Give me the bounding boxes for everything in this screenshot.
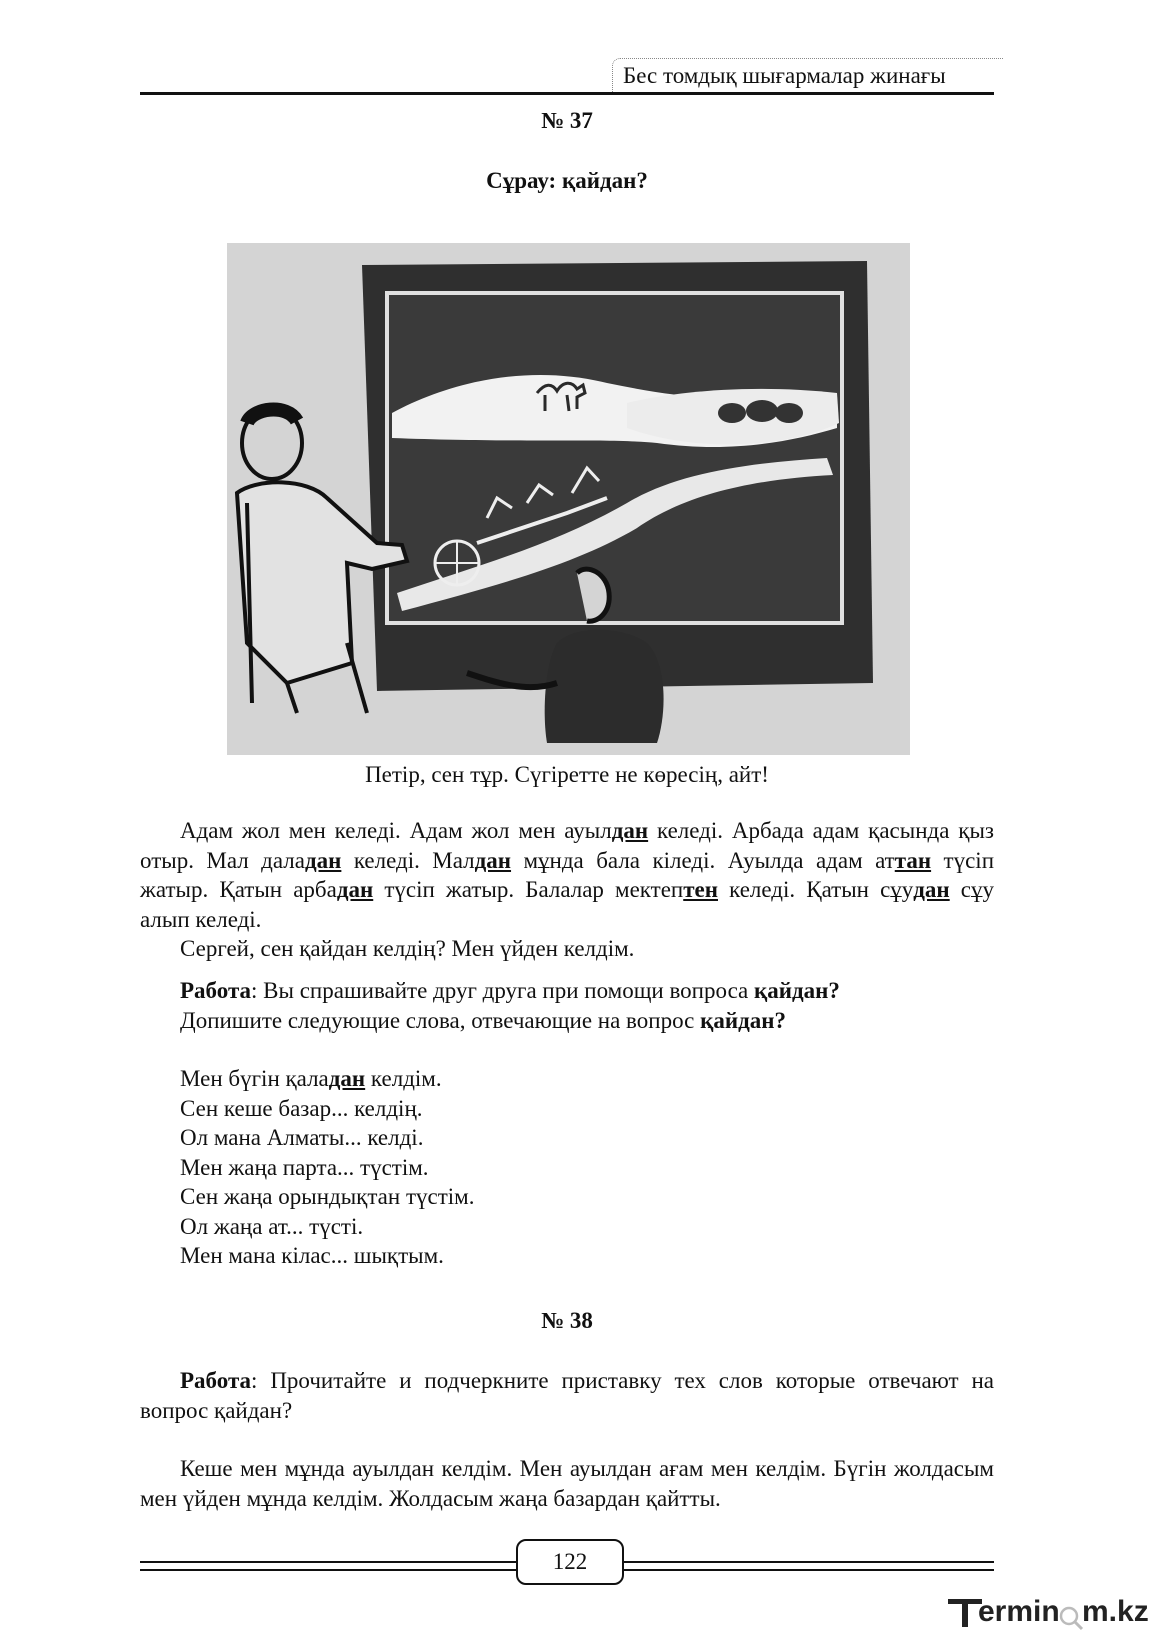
underlined-suffix: дан	[913, 877, 950, 902]
text-run: келеді. Арбада адам қасында қыз отыр. Мал дала	[140, 818, 994, 873]
classroom-illustration	[227, 243, 910, 755]
task-text: : Вы спрашивайте друг друга при помощи вопроса	[251, 978, 755, 1003]
dialogue-line: Сергей, сен қайдан келдің? Мен үйден келдім.	[180, 936, 635, 961]
text-run: Адам жол мен келеді. Адам жол мен ауыл	[180, 818, 612, 843]
reading-text	[140, 1454, 994, 1513]
text-run: түсіп жатыр. Балалар мектеп	[373, 877, 684, 902]
example-sentence	[140, 1064, 994, 1094]
underlined-suffix: тен	[683, 877, 718, 902]
underlined-suffix: тан	[894, 847, 932, 873]
underlined-suffix: дан	[474, 847, 512, 873]
task-keyword: қайдан?	[700, 1007, 786, 1033]
task-line	[140, 976, 994, 1006]
reading-paragraph	[140, 816, 994, 934]
underlined-suffix: дан	[611, 818, 649, 843]
task-block	[140, 1366, 994, 1425]
text-run: келдім.	[365, 1066, 442, 1091]
task-block	[140, 976, 994, 1035]
text-run: мұнда бала кіледі. Ауылда адам ат	[511, 847, 895, 873]
exercise-sentences	[140, 1064, 994, 1271]
footer-rule-right	[618, 1561, 994, 1571]
task-line	[140, 1006, 994, 1036]
exercise-sentence: Ол мана Алматы... келді.	[180, 1125, 424, 1150]
task-label: Работа	[180, 978, 252, 1003]
reading-paragraph: Кеше мен мұнда ауылдан келдім. Мен ауылдан ағам мен келдім. Бүгін жолдасым мен үйден мұнда келдім. Жолдасым жаңа базардан қайтты.	[140, 1456, 994, 1511]
exercise-number: № 37	[541, 108, 593, 133]
text-run: Мен бүгін қала	[180, 1066, 329, 1091]
watermark-text-1: ermin	[978, 1595, 1060, 1628]
text-run: сұу алып келеді.	[140, 877, 994, 932]
page-number: 122	[516, 1539, 624, 1585]
exercise-number: № 38	[541, 1308, 593, 1333]
underlined-suffix: дан	[328, 1066, 366, 1091]
exercise-sentence: Мен мана кілас... шықтым.	[180, 1243, 444, 1268]
underlined-suffix: дан	[336, 877, 374, 902]
task-keyword: қайдан?	[754, 978, 840, 1003]
illustration-caption: Петір, сен тұр. Сүгіретте не көресің, айт!	[365, 762, 769, 787]
watermark-text-2: m.kz	[1082, 1595, 1149, 1628]
running-title: Бес томдық шығармалар жинағы	[612, 58, 1003, 93]
text-run: түсіп жатыр. Қатын арба	[140, 847, 994, 902]
task-text: Допишите следующие слова, отвечающие на вопрос	[180, 1007, 701, 1033]
exercise-sentence: Ол жаңа ат... түсті.	[180, 1213, 364, 1239]
task-label: Работа	[180, 1368, 252, 1393]
task-text: : Прочитайте и подчеркните приставку тех слов которые отвечают на вопрос қайдан?	[140, 1368, 994, 1423]
exercise-sentence: Мен жаңа парта... түстім.	[180, 1154, 429, 1180]
text-run: келеді. Қатын сұу	[718, 877, 914, 902]
task-paragraph	[140, 1366, 994, 1425]
text-run: келеді. Мал	[341, 847, 475, 873]
watermark-magnifier-icon	[1058, 1605, 1084, 1631]
exercise-sentence: Сен кеше базар... келдің.	[180, 1095, 423, 1121]
footer-rule-left	[140, 1561, 518, 1571]
exercise-sentence: Сен жаңа орындықтан түстім.	[180, 1184, 475, 1209]
exercise-title: Сұрау: қайдан?	[486, 168, 648, 193]
header-rule	[140, 92, 994, 95]
underlined-suffix: дан	[304, 847, 342, 873]
reading-text	[140, 816, 994, 964]
